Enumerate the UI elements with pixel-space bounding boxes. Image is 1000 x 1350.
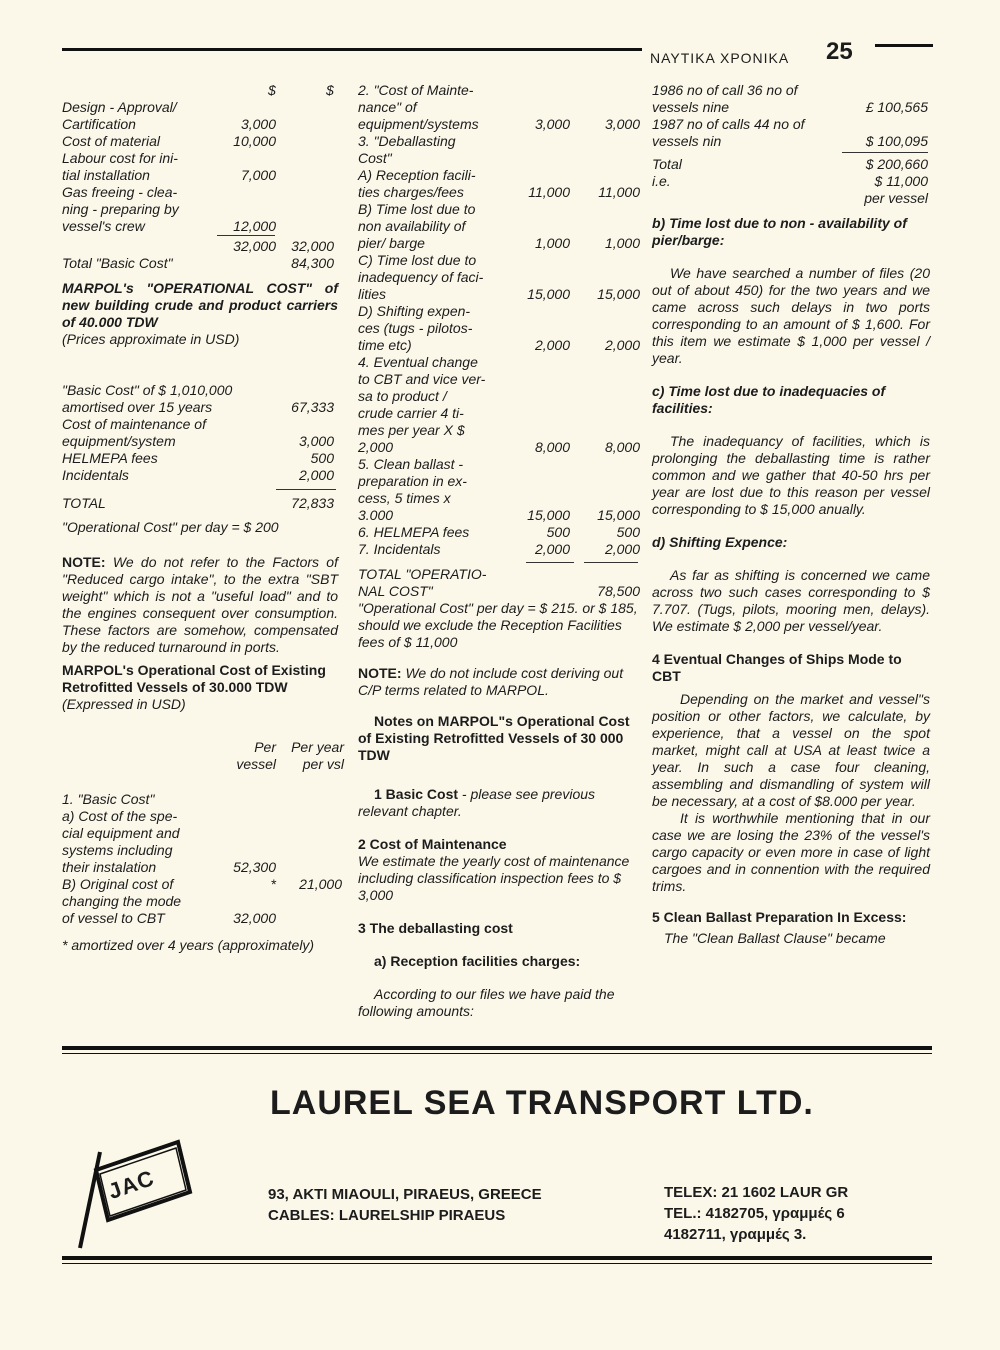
row-label: equipment/system (62, 433, 176, 449)
table-row (652, 116, 930, 133)
row-value-2: 8,000 (604, 439, 640, 455)
row-label: amortised over 15 years (62, 399, 213, 415)
row-label: vessel's crew (62, 218, 145, 234)
row-value-per-vessel: 32,000 (233, 910, 276, 926)
table-row (358, 218, 640, 235)
row-value-2: 500 (616, 524, 640, 540)
ad-top-rule (62, 1046, 932, 1050)
row-value-1: 15,000 (527, 507, 570, 523)
section-c-head: c) Time lost due to inadequacies of facilities: (652, 383, 886, 416)
table-row (358, 541, 640, 558)
currency-header-1: $ (268, 82, 276, 98)
ie-row (652, 173, 930, 190)
table-row (62, 808, 342, 825)
table-row (358, 286, 640, 303)
table-row (358, 422, 640, 439)
table-row (62, 382, 342, 399)
row-label: tial installation (62, 167, 150, 183)
note-label: NOTE: (62, 554, 106, 570)
row-label: crude carrier 4 ti- (358, 405, 464, 421)
row-label: pier/ barge (358, 235, 425, 251)
section-1 (358, 786, 638, 820)
column-2 (358, 82, 640, 1020)
heading-retrofitted-note: (Expressed in USD) (62, 696, 186, 712)
row-label: preparation in ex- (358, 473, 467, 489)
table-row (358, 524, 640, 541)
table-row (62, 450, 342, 467)
table-row (358, 133, 640, 150)
table-row (62, 116, 342, 133)
section-b-head: b) Time lost due to non - availability of pier/barge: (652, 215, 907, 248)
ad-tel-1: TEL.: 4182705, γραμμές 6 (664, 1205, 845, 1222)
row-value-1: 3,000 (534, 116, 570, 132)
row-label: non availability of (358, 218, 466, 234)
table-row (358, 371, 640, 388)
row-label: B) Original cost of (62, 876, 174, 892)
table-row (62, 433, 342, 450)
row-value: 2,000 (298, 467, 334, 483)
column-1 (62, 82, 342, 954)
table-row (358, 235, 640, 252)
section-3a-head: a) Reception facilities charges: (374, 953, 581, 969)
magazine-title: ΝΑΥΤΙΚΑ ΧΡΟΝΙΚΑ (650, 50, 790, 66)
row-label: "Basic Cost" of $ 1,010,000 (62, 382, 233, 398)
ad-bottom-rule-thin (62, 1263, 932, 1264)
table-row (652, 133, 930, 150)
row-label: Design - Approval/ (62, 99, 177, 115)
ie-value: $ 11,000 (874, 173, 928, 189)
table-row (62, 825, 342, 842)
row-label: sa to product / (358, 388, 447, 404)
row-label: changing the mode (62, 893, 182, 909)
col2-note-label: NOTE: (358, 665, 402, 681)
table-row (358, 337, 640, 354)
row-label: ties charges/fees (358, 184, 464, 200)
row-label: equipment/systems (358, 116, 479, 132)
operational-total-row (62, 492, 342, 509)
row-label: 2,000 (358, 439, 394, 455)
row-label: 3. "Deballasting (358, 133, 456, 149)
operational-cost-per-day: "Operational Cost" per day = $ 200 (62, 519, 279, 535)
row-value-1: 2,000 (534, 337, 570, 353)
basic-cost-label: Total "Basic Cost" (62, 255, 173, 271)
table-row (358, 99, 640, 116)
table-row (358, 405, 640, 422)
advertisement (0, 1040, 1000, 1350)
row-value: 3,000 (298, 433, 334, 449)
table-row (62, 99, 342, 116)
section-4-text-1: Depending on the market and vessel"s position or other factors, we calculate, by experience, that a vessel on the spot market, might call at USA at least twice a year. In such a case four cleaning, assembling and dismandling of system will be necessary, at a cost of $8.000 per year. (652, 691, 930, 809)
section-5-head: 5 Clean Ballast Preparation In Excess: (652, 909, 907, 925)
section-d-text: As far as shifting is concerned we came across two such cases corresponding to $ 7.707. (Tugs, pilots, mooring men, delays). We estimate $ 2,000 per vessel/year. (652, 567, 930, 634)
col-head-per-year: Per year per vsl (291, 739, 344, 772)
ad-address: 93, AKTI MIAOULI, PIRAEUS, GREECE (268, 1186, 542, 1203)
row-value-2: 3,000 (604, 116, 640, 132)
table-row (358, 490, 640, 507)
col2-total-label-2: NAL COST" (358, 583, 433, 599)
table-row (358, 388, 640, 405)
subtotal-2: 32,000 (291, 238, 334, 254)
row-value-1: 15,000 (527, 286, 570, 302)
retro-column-headers (62, 739, 342, 791)
column-3 (652, 82, 930, 947)
basic-cost-items (62, 99, 342, 235)
table-row (358, 201, 640, 218)
ie-unit: per vessel (864, 190, 928, 206)
row-label: 1987 no of calls 44 no of (652, 116, 805, 132)
table-row (358, 320, 640, 337)
row-value-2: 15,000 (597, 286, 640, 302)
operational-total-label: TOTAL (62, 495, 106, 511)
row-label: B) Time lost due to (358, 201, 476, 217)
col2-note-text: We do not include cost deriving out C/P terms related to MARPOL. (358, 665, 624, 698)
calls-total-label: Total (652, 156, 682, 172)
table-row (358, 150, 640, 167)
table-row (62, 184, 342, 201)
row-value-1: 11,000 (528, 184, 570, 200)
heading-new-building-note: (Prices approximate in USD) (62, 331, 240, 347)
col2-note (358, 665, 638, 699)
basic-cost-subtotal-row (62, 235, 342, 252)
notes-heading: Notes on MARPOL"s Operational Cost of Existing Retrofitted Vessels of 30 000 TDW (358, 713, 630, 763)
row-label: vessels nin (652, 133, 722, 149)
table-row (358, 82, 640, 99)
table-row (358, 507, 640, 524)
header-rule-right (875, 44, 933, 47)
operational-items (358, 82, 640, 558)
row-label: cial equipment and (62, 825, 180, 841)
table-row (62, 791, 342, 808)
ad-cables: CABLES: LAURELSHIP PIRAEUS (268, 1207, 506, 1224)
row-label: 4. Eventual change (358, 354, 478, 370)
section-5-text: The "Clean Ballast Clause" became (664, 930, 886, 946)
col2-total-label-1: TOTAL "OPERATIO- (358, 566, 487, 582)
page-number: 25 (826, 38, 853, 65)
row-value-2: 11,000 (598, 184, 640, 200)
row-value: 67,333 (291, 399, 334, 415)
row-label: D) Shifting expen- (358, 303, 471, 319)
table-row (358, 269, 640, 286)
row-label: Cost" (358, 150, 392, 166)
row-label: Cartification (62, 116, 136, 132)
table-row (62, 201, 342, 218)
row-value-1: 2,000 (534, 541, 570, 557)
table-row (358, 456, 640, 473)
heading-retrofitted: MARPOL's Operational Cost of Existing Retrofitted Vessels of 30.000 TDW (62, 662, 326, 695)
col-head-per-vessel: Per vessel (236, 739, 276, 772)
row-value-2: 15,000 (597, 507, 640, 523)
row-label: mes per year X $ (358, 422, 465, 438)
call-items (652, 82, 930, 150)
row-label: ning - preparing by (62, 201, 179, 217)
col2-total-row-1 (358, 566, 640, 583)
ad-bottom-rule (62, 1256, 932, 1260)
col2-total-row-2 (358, 583, 640, 600)
table-row (62, 133, 342, 150)
section-2-text: We estimate the yearly cost of maintenance including classification inspection fees to $ 3,000 (358, 853, 630, 903)
row-label: 6. HELMEPA fees (358, 524, 470, 540)
row-value-2: 1,000 (604, 235, 640, 251)
row-label: nance" of (358, 99, 417, 115)
row-label: 1. "Basic Cost" (62, 791, 155, 807)
operational-cost-items (62, 382, 342, 484)
row-label: 1986 no of call 36 no of (652, 82, 798, 98)
row-value-2: 2,000 (604, 541, 640, 557)
row-value-1: 8,000 (534, 439, 570, 455)
row-label: a) Cost of the spe- (62, 808, 178, 824)
section-1-text: - please see previous relevant chapter. (358, 786, 596, 819)
table-row (652, 99, 930, 116)
header-rule-left (62, 48, 642, 51)
table-row (62, 399, 342, 416)
row-value-1: 3,000 (240, 116, 276, 132)
row-label: ces (tugs - pilotos- (358, 320, 473, 336)
table-row (62, 218, 342, 235)
section-4-head: 4 Eventual Changes of Ships Mode to CBT (652, 651, 902, 684)
section-3-head: 3 The deballasting cost (358, 920, 513, 936)
row-label: 3.000 (358, 507, 394, 523)
row-label: inadequency of faci- (358, 269, 484, 285)
row-label: Cost of material (62, 133, 161, 149)
row-value-per-vessel: 52,300 (233, 859, 276, 875)
table-row (358, 303, 640, 320)
row-label: to CBT and vice ver- (358, 371, 486, 387)
table-row (358, 167, 640, 184)
table-row (358, 184, 640, 201)
table-row (62, 167, 342, 184)
table-row (358, 439, 640, 456)
company-name: LAUREL SEA TRANSPORT LTD. (270, 1084, 814, 1122)
row-value-1: 1,000 (534, 235, 570, 251)
note-text: We do not refer to the Factors of "Reduced cargo intake", to the extra "SBT weight" which is not a "useful load" and to the engines consequent over consumption. These factors are somehow, compensated by the reduced turnaround in ports. (62, 554, 338, 655)
section-4-text-2: It is worthwhile mentioning that in our case we are losing the 23% of the vessel's cargo capacity or even more in case of light cargoes and in connention with the required trims. (652, 810, 930, 894)
row-label: time etc) (358, 337, 412, 353)
jac-flag-logo (66, 1136, 196, 1256)
section-c-text: The inadequancy of facilities, which is prolonging the deballasting time is rather common and we gather that 40-50 hrs per year are lost due to this reason per vessel corresponding to $ 15,000 anually. (652, 433, 930, 517)
row-value-1: 12,000 (233, 218, 276, 234)
row-label: Labour cost for ini- (62, 150, 178, 166)
col2-per-day: "Operational Cost" per day = $ 215. or $ 185, should we exclude the Reception Facilities fees of $ 11,000 (358, 600, 638, 650)
table-row (62, 842, 342, 859)
calls-total-value: $ 200,660 (865, 156, 928, 172)
row-label: 7. Incidentals (358, 541, 441, 557)
row-label: A) Reception facili- (358, 167, 476, 183)
section-b-text: We have searched a number of files (20 out of about 450) for the two years and we came across such delays in two ports corresponding to an amount of $ 1,600. For this item we estimate $ 1,000 per vessel / year. (652, 265, 930, 366)
row-label: vessels nine (652, 99, 730, 115)
table-row (358, 116, 640, 133)
table-row (358, 252, 640, 269)
row-value-1: 10,000 (233, 133, 276, 149)
table-row (62, 859, 342, 876)
table-row (62, 910, 342, 927)
amortization-footnote: * amortized over 4 years (approximately) (62, 937, 315, 953)
row-label: C) Time lost due to (358, 252, 477, 268)
retro-items (62, 791, 342, 927)
row-label: cess, 5 times x (358, 490, 451, 506)
basic-cost-value: 84,300 (291, 255, 334, 271)
heading-new-building: MARPOL's "OPERATIONAL COST" of new building crude and product carriers of 40.000 TDW (62, 280, 338, 330)
ad-tel-2: 4182711, γραμμές 3. (664, 1226, 807, 1243)
col2-total-value: 78,500 (597, 583, 640, 599)
table-row (358, 354, 640, 371)
note-paragraph (62, 554, 338, 656)
calls-total-row (652, 156, 930, 173)
row-label: systems including (62, 842, 173, 858)
table-row (652, 82, 930, 99)
row-label: HELMEPA fees (62, 450, 158, 466)
row-label: their instalation (62, 859, 157, 875)
row-label: Incidentals (62, 467, 129, 483)
section-2-head: 2 Cost of Maintenance (358, 836, 507, 852)
row-value-1: 500 (546, 524, 570, 540)
section-3a-text: According to our files we have paid the following amounts: (358, 986, 615, 1019)
currency-header-2: $ (326, 82, 334, 98)
row-value-2: 2,000 (604, 337, 640, 353)
row-label: lities (358, 286, 387, 302)
row-value: $ 100,095 (865, 133, 928, 149)
ie-unit-row (652, 190, 930, 207)
row-value-1: 7,000 (240, 167, 276, 183)
ad-telex: TELEX: 21 1602 LAUR GR (664, 1184, 849, 1201)
row-label: Cost of maintenance of (62, 416, 206, 432)
row-value: 500 (310, 450, 334, 466)
table-row (62, 416, 342, 433)
row-value-per-year: 21,000 (299, 876, 342, 892)
table-row (62, 876, 342, 893)
ad-top-rule-thin (62, 1053, 932, 1054)
row-label: 2. "Cost of Mainte- (358, 82, 474, 98)
ie-label: i.e. (652, 173, 671, 189)
section-1-head: 1 Basic Cost (374, 786, 459, 802)
row-label: 5. Clean ballast - (358, 456, 464, 472)
table-row (62, 467, 342, 484)
table-row (358, 473, 640, 490)
row-label: of vessel to CBT (62, 910, 165, 926)
table-row (62, 893, 342, 910)
section-d-head: d) Shifting Expence: (652, 534, 788, 550)
row-value: £ 100,565 (865, 99, 928, 115)
flag-text: JAC (105, 1165, 158, 1204)
row-value-per-vessel: * (270, 876, 276, 892)
operational-total-value: 72,833 (291, 495, 334, 511)
basic-cost-total-row (62, 255, 342, 272)
table-row (62, 150, 342, 167)
subtotal-1: 32,000 (233, 238, 276, 254)
row-label: Gas freeing - clea- (62, 184, 178, 200)
